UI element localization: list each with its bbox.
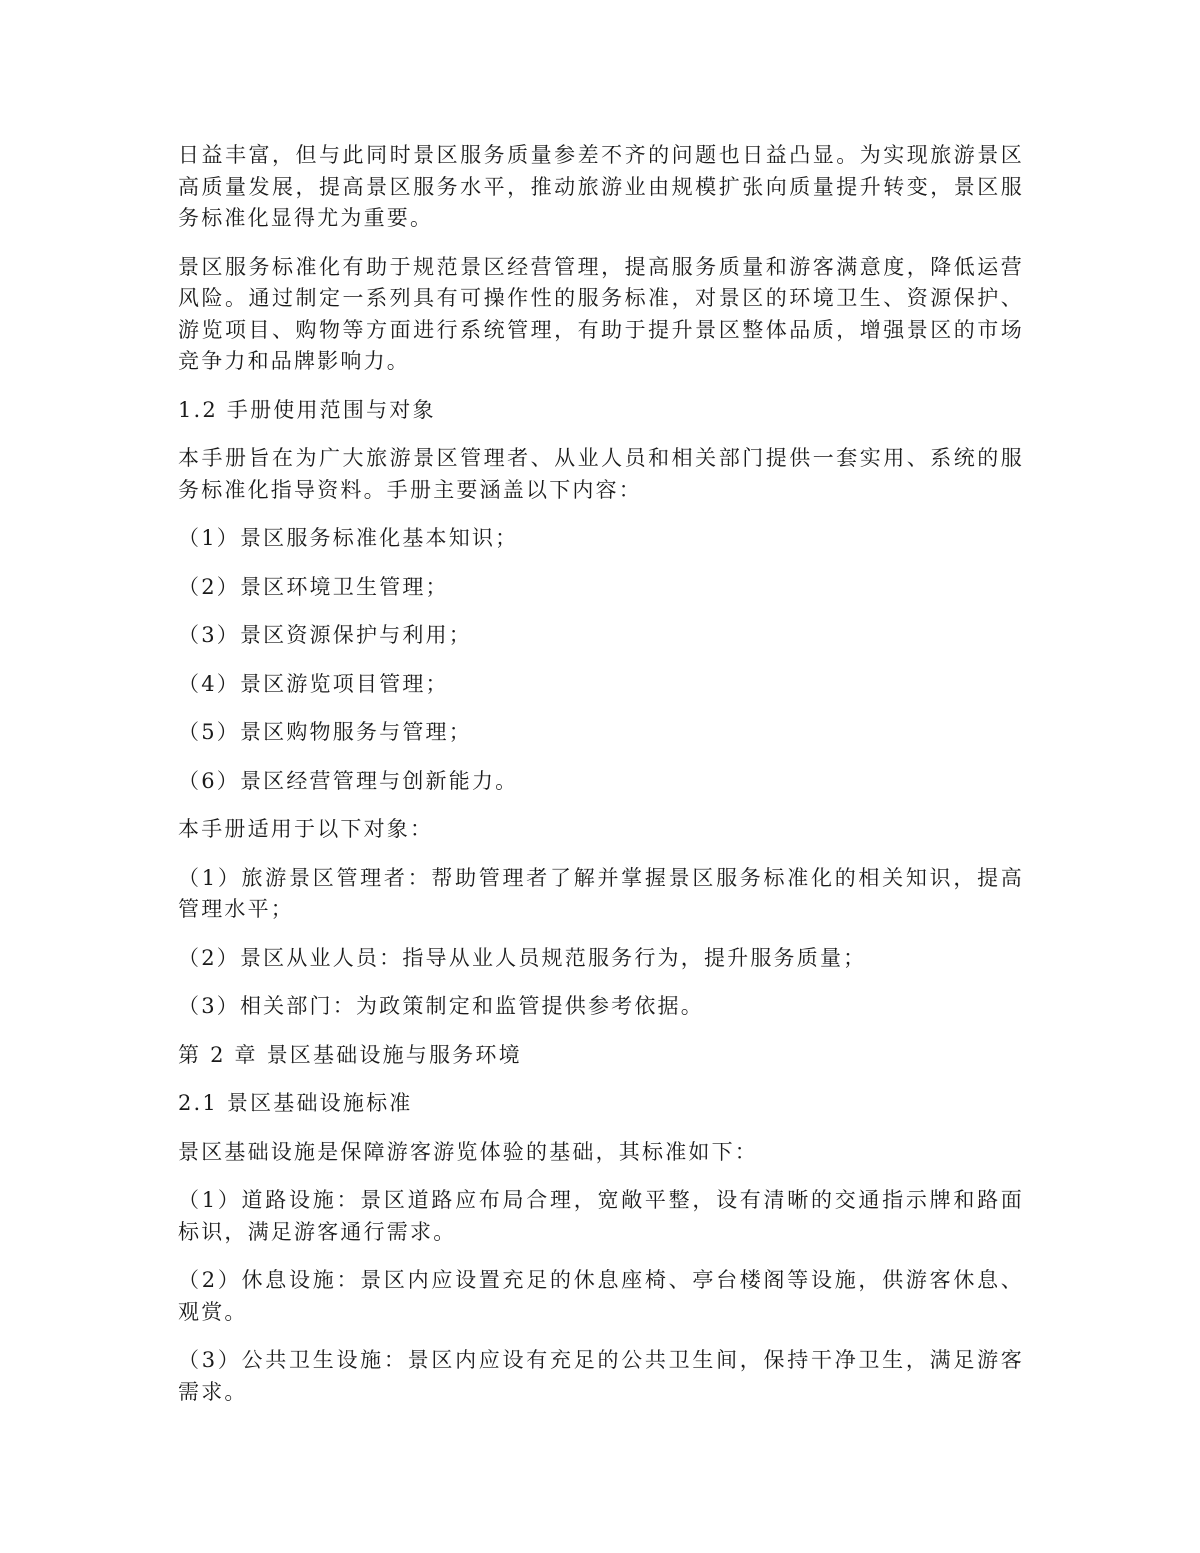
facility-list-item: （3）公共卫生设施：景区内应设有充足的公共卫生间，保持干净卫生，满足游客需求。 xyxy=(178,1348,1024,1404)
facility-list-item: （2）休息设施：景区内应设置充足的休息座椅、亭台楼阁等设施，供游客休息、观赏。 xyxy=(178,1268,1024,1324)
audience-intro: 本手册适用于以下对象： xyxy=(178,817,434,841)
section-2-1-heading: 2.1 景区基础设施标准 xyxy=(178,1091,413,1115)
content-list-item: （3）景区资源保护与利用； xyxy=(178,623,472,647)
content-list-item: （2）景区环境卫生管理； xyxy=(178,574,449,599)
audience-list-item: （2）景区从业人员：指导从业人员规范服务行为，提升服务质量； xyxy=(178,945,867,970)
content-list xyxy=(178,523,1024,797)
content-list-item: （4）景区游览项目管理； xyxy=(178,671,449,696)
section-1-2-intro: 本手册旨在为广大旅游景区管理者、从业人员和相关部门提供一套实用、系统的服务标准化指导资料。手册主要涵盖以下内容： xyxy=(178,446,1024,502)
audience-list-item: （3）相关部门：为政策制定和监管提供参考依据。 xyxy=(178,994,704,1018)
facility-list-item: （1）道路设施：景区道路应布局合理，宽敞平整，设有清晰的交通指示牌和路面标识，满足游客通行需求。 xyxy=(178,1188,1024,1244)
document-page xyxy=(178,140,1024,1425)
audience-list-item: （1）旅游景区管理者：帮助管理者了解并掌握景区服务标准化的相关知识，提高管理水平； xyxy=(178,865,1024,921)
section-1-2-heading: 1.2 手册使用范围与对象 xyxy=(178,397,436,422)
content-list-item: （5）景区购物服务与管理； xyxy=(178,720,472,744)
content-list-item: （1）景区服务标准化基本知识； xyxy=(178,526,519,550)
chapter-2-heading: 第 2 章 景区基础设施与服务环境 xyxy=(178,1042,522,1067)
section-2-1-intro: 景区基础设施是保障游客游览体验的基础，其标准如下： xyxy=(178,1139,758,1164)
content-list-item: （6）景区经营管理与创新能力。 xyxy=(178,768,519,793)
audience-list xyxy=(178,863,1024,1023)
intro-paragraph-1: 日益丰富，但与此同时景区服务质量参差不齐的问题也日益凸显。为实现旅游景区高质量发展，提高景区服务水平，推动旅游业由规模扩张向质量提升转变，景区服务标准化显得尤为重要。 xyxy=(178,143,1024,230)
intro-paragraph-2: 景区服务标准化有助于规范景区经营管理，提高服务质量和游客满意度，降低运营风险。通过制定一系列具有可操作性的服务标准，对景区的环境卫生、资源保护、游览项目、购物等方面进行系统管理，有助于提升景区整体品质，增强景区的市场竞争力和品牌影响力。 xyxy=(178,254,1024,373)
facility-list xyxy=(178,1185,1024,1408)
